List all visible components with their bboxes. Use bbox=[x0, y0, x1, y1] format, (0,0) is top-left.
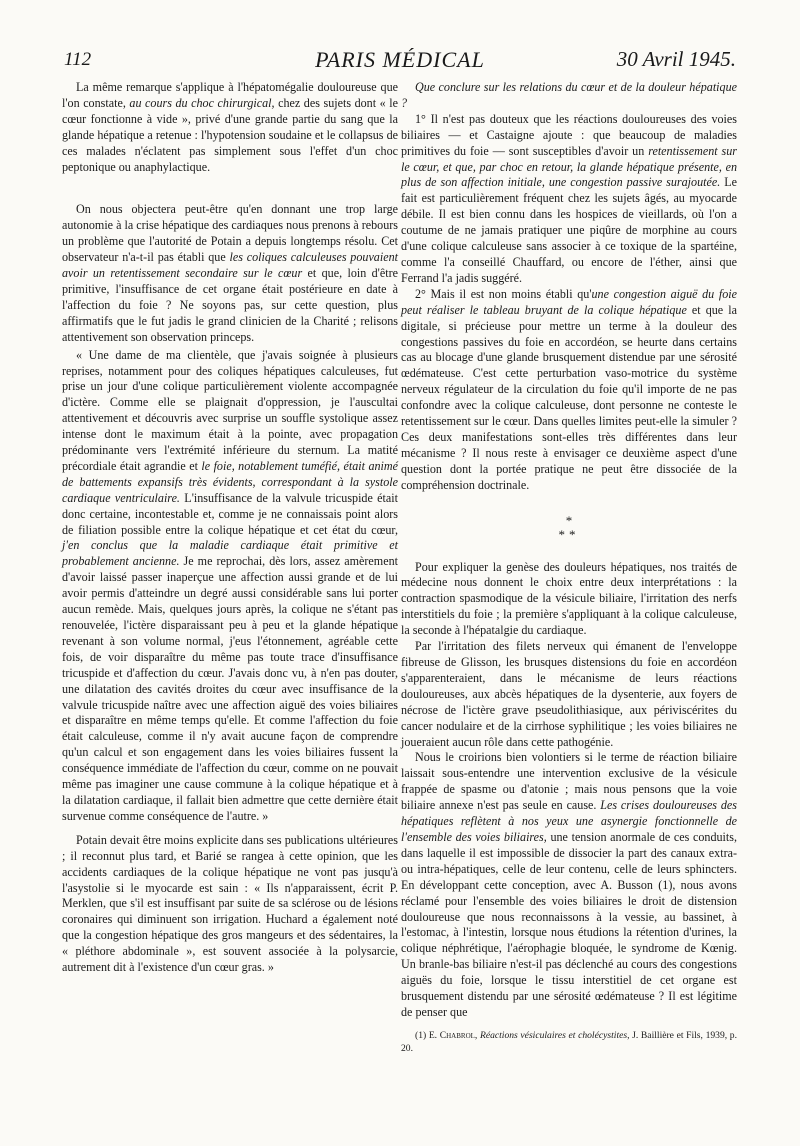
section-asterism: * ** bbox=[558, 512, 580, 542]
section-question: Que conclure sur les relations du cœur et de la douleur hépatique ? bbox=[401, 80, 737, 110]
journal-title: PARIS MÉDICAL bbox=[315, 47, 485, 72]
paragraph: Pour expliquer la genèse des douleurs hépatiques, nos traités de médecine nous donnent le choix entre deux interprétations : la contraction spasmodique de la vésicule biliaire, l'irritation des nerfs interstitiels du foie ; la première s'appliquant à la colique calculeuse, la seconde à l'hépatalgie du cardiaque. bbox=[401, 559, 737, 638]
paragraph: On nous objectera peut-être qu'en donnant une trop large autonomie à la crise hépatique des cardiaques nous prenons à rebours un problème que l'autorité de Potain a depuis longtemps résolu. Cet observateur n'a-t-il pas établi que les coliques calculeuses pouvaient avoir un retentissement secondaire sur le cœur et que, loin d'être primitive, l'insuffisance de cet organe était postérieure en date à l'affection du foie ? Ne soyons pas, sur cette question, plus affirmatifs que le fut jadis le grand clinicien de la Charité ; relisons attentivement son observation princeps. bbox=[62, 202, 398, 344]
right-column bbox=[401, 80, 737, 1055]
paragraph: Nous le croirions bien volontiers si le terme de réaction biliaire laissait sous-entendre une intervention exclusive de la vésicule frappée de spasme ou d'atonie ; mais nous pensons que la voie biliaire annexe n'est pas seule en cause. Les crises douloureuses des hépatiques reflètent à nos yeux une asynergie fonctionnelle de l'ensemble des voies biliaires, une tension anormale de ces conduits, dans laquelle il est impossible de dissocier la part des canaux extra- ou intra-hépatiques, celle de leur contenu, celle de leurs sphincters. En développant cette conception, avec A. Busson (1), nous avons réclamé pour l'ensemble des voies biliaires le droit de distension douloureuse que nous reconnaissons à la vessie, au bassinet, à l'estomac, à l'intestin, lorsque nous étudions la rétention d'urines, la colique néphrétique, l'aérophagie bloquée, le syndrome de Kœnig. Un branle-bas biliaire n'est-il pas déclenché au cours des congestions aiguës du foie, lorsque le tissu interstitiel de cet organe est brusquement distendu par une sérosité œdémateuse ? Il est légitime de penser que bbox=[401, 750, 738, 1019]
issue-date: 30 Avril 1945. bbox=[616, 47, 736, 71]
footnote: (1) E. Chabrol, Réactions vésiculaires et cholécystites, J. Baillière et Fils, 1939, p. 20. bbox=[401, 1029, 737, 1054]
paragraph: 1° Il n'est pas douteux que les réactions douloureuses des voies biliaires — et Castaigne ajoute : que beaucoup de maladies primitives du foie — sont susceptibles d'avoir un retentissement sur le cœur, et que, par choc en retour, la glande hépatique présente, en plus de son affection initiale, une congestion passive surajoutée. Le fait est particulièrement fréquent chez les sujets âgés, au myocarde débile. Il est bien connu dans les hospices de vieillards, où l'on a coutume de ne jamais pratiquer une piqûre de morphine au cours d'une colique calculeuse sans associer à ce toxique de la spartéine, comme l'a conseillé Chauffard, ou encore de l'éther, ainsi que Ferrand l'a jadis suggéré. bbox=[401, 111, 737, 285]
running-head bbox=[64, 47, 736, 77]
paragraph: Par l'irritation des filets nerveux qui émanent de l'enveloppe fibreuse de Glisson, les brusques distensions du foie en accordéon s'apparenteraient, dans le mécanisme de leurs réactions douloureuses, aux abcès hépatiques de la dysenterie, aux foyers de nécrose de l'ictère grave pseudolithiasique, aux périviscérites du cancer nodulaire et de la cirrhose syphilitique ; les voies biliaires ne joueraient aucun rôle dans cette pathogénie. bbox=[401, 639, 737, 749]
paragraph: Potain devait être moins explicite dans ses publications ultérieures ; il reconnut plus tard, et Barié se rangea à cette opinion, que les accidents cardiaques de la colique hépatique ne vont pas jusqu'à l'asystolie si le myocarde est sain : « Ils n'apparaissent, écrit P. Merklen, que s'il est insuffisant par suite de sa sclérose ou de lésions coronaires qui diminuent son irrigation. Huchard a également noté que la congestion hépatique des gros mangeurs et des sédentaires, la « pléthore abdominale », est souvent associée à la polysarcie, autrement dit à l'existence d'un cœur gras. » bbox=[62, 832, 398, 975]
paragraph: La même remarque s'applique à l'hépatomégalie douloureuse que l'on constate, au cours du choc chirurgical, chez des sujets dont « le cœur fonctionne à vide », privé d'une grande partie du sang que la glande hépatique a retenue : l'hypotension soudaine et le collapsus de ces malades n'éclatent pas simplement sous l'effet d'un choc peptonique ou anaphylactique. bbox=[62, 80, 398, 174]
page-number: 112 bbox=[64, 49, 92, 70]
quotation-paragraph: « Une dame de ma clientèle, que j'avais soignée à plusieurs reprises, notamment pour des coliques hépatiques calculeuses, fut prise un jour d'une colique particulièrement violente accompagnée d'ictère. Comme elle se plaignait d'oppression, je l'auscultai attentivement et découvris avec surprise un souffle systolique assez intense dont le maximum était à la pointe, avec propagation prédominante vers l'extrémité inférieure du sternum. La matité précordiale était agrandie et le foie, notablement tuméfié, était animé de battements expansifs très évidents, correspondant à la systole cardiaque ventriculaire. L'insuffisance de la valvule tricuspide était donc certaine, incontestable et, comme je ne connaissais point alors de filiation possible entre la colique hépatique et cet état du cœur, j'en conclus que la maladie cardiaque était primitive et probablement ancienne. Je me reprochai, dès lors, assez amèrement d'avoir laissé passer inaperçue une affection aussi grande et de lui avoir permis d'atteindre un degré aussi considérable sans lui porter aucun remède. Mais, quelques jours après, la colique ne s'étant pas renouvelée, l'ictère disparaissant peu à peu et la glande hépatique revenant à son volume normal, j'eus l'étonnement, agréable cette fois, de voir disparaître du même pas toute trace d'insuffisance tricuspide et d'affection du cœur. J'avais donc vu, à n'en pas douter, une dilatation des cavités droites du cœur avec insuffisance de la valvule tricuspide naître avec une affection aiguë des voies biliaires et disparaître en même temps qu'elle. Et comme l'affection du foie était calculeuse, comme il n'y avait aucune façon de comprendre qu'un calcul et son engagement dans les voies biliaires fussent la conséquence immédiate de l'affection du cœur, comme on ne pouvait même pas imaginer une cause commune à la colique hépatique et à la dilatation cardiaque, il fallait bien admettre que cette dernière était survenue comme conséquence de l'autre. » bbox=[62, 347, 399, 823]
left-column bbox=[62, 80, 398, 976]
paragraph: 2° Mais il est non moins établi qu'une congestion aiguë du foie peut réaliser le tableau bruyant de la colique hépatique et que la digitale, si précieuse pour mettre un terme à la douleur des congestions passives du foie en accordéon, se heurte dans certains cas au blocage d'une glande brusquement distendue par une sérosité œdémateuse. C'est cette perturbation vaso-motrice du système nerveux régulateur de la circulation du foie qu'il importe de ne pas confondre avec la colique calculeuse, dont personne ne conteste le retentissement sur le cœur. Dans quelles limites peut-elle la simuler ? Ces deux manifestations sont-elles très différentes dans leur mécanisme ? Il nous reste à envisager ce deuxième aspect d'une question dont la portée pratique ne peut être dissociée de la compréhension doctrinale. bbox=[401, 286, 737, 492]
